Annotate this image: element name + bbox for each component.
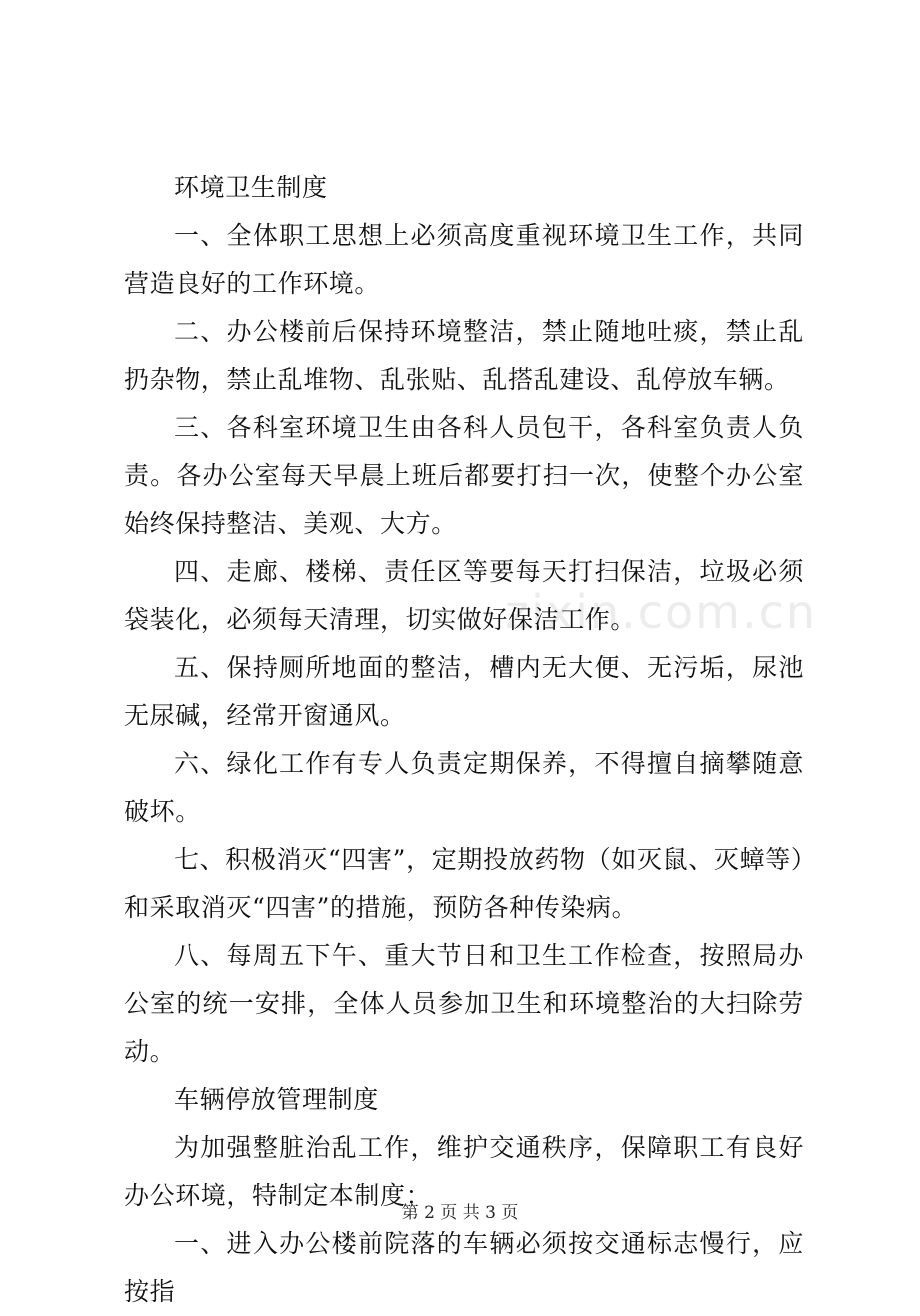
paragraph: 八、每周五下午、重大节日和卫生工作检查，按照局办公室的统一安排，全体人员参加卫生和环境整治的大扫除劳动。 (124, 941, 804, 1066)
paragraph: 一、进入办公楼前院落的车辆必须按交通标志慢行，应按指 (124, 1229, 804, 1306)
section-title-environment: 环境卫生制度 (174, 173, 328, 202)
paragraph: 为加强整脏治乱工作，维护交通秩序，保障职工有良好办公环境，特制定本制度： (124, 1133, 804, 1210)
section-title-vehicle-parking: 车辆停放管理制度 (174, 1085, 379, 1114)
paragraph: 一、全体职工思想上必须高度重视环境卫生工作，共同营造良好的工作环境。 (124, 221, 804, 298)
paragraph: 七、积极消灭“四害”，定期投放药物（如灭鼠、灭蟑等）和采取消灭“四害”的措施，预防各种传染病。 (124, 845, 804, 922)
paragraph: 五、保持厕所地面的整洁，槽内无大便、无污垢，尿池无尿碱，经常开窗通风。 (124, 653, 804, 730)
paragraph: 四、走廊、楼梯、责任区等要每天打扫保洁，垃圾必须袋装化，必须每天清理，切实做好保洁工作。 (124, 557, 804, 634)
paragraph: 六、绿化工作有专人负责定期保养，不得擅自摘攀随意破坏。 (124, 749, 804, 826)
paragraph: 三、各科室环境卫生由各科人员包干，各科室负责人负责。各办公室每天早晨上班后都要打扫一次，使整个办公室始终保持整洁、美观、大方。 (124, 413, 804, 538)
page-number-footer: 第 2 页 共 3 页 (401, 1203, 519, 1223)
document-body (124, 164, 804, 1316)
watermark: zixin.com.cn (505, 585, 818, 639)
paragraph: 二、办公楼前后保持环境整洁，禁止随地吐痰，禁止乱扔杂物，禁止乱堆物、乱张贴、乱搭乱建设、乱停放车辆。 (124, 317, 804, 394)
